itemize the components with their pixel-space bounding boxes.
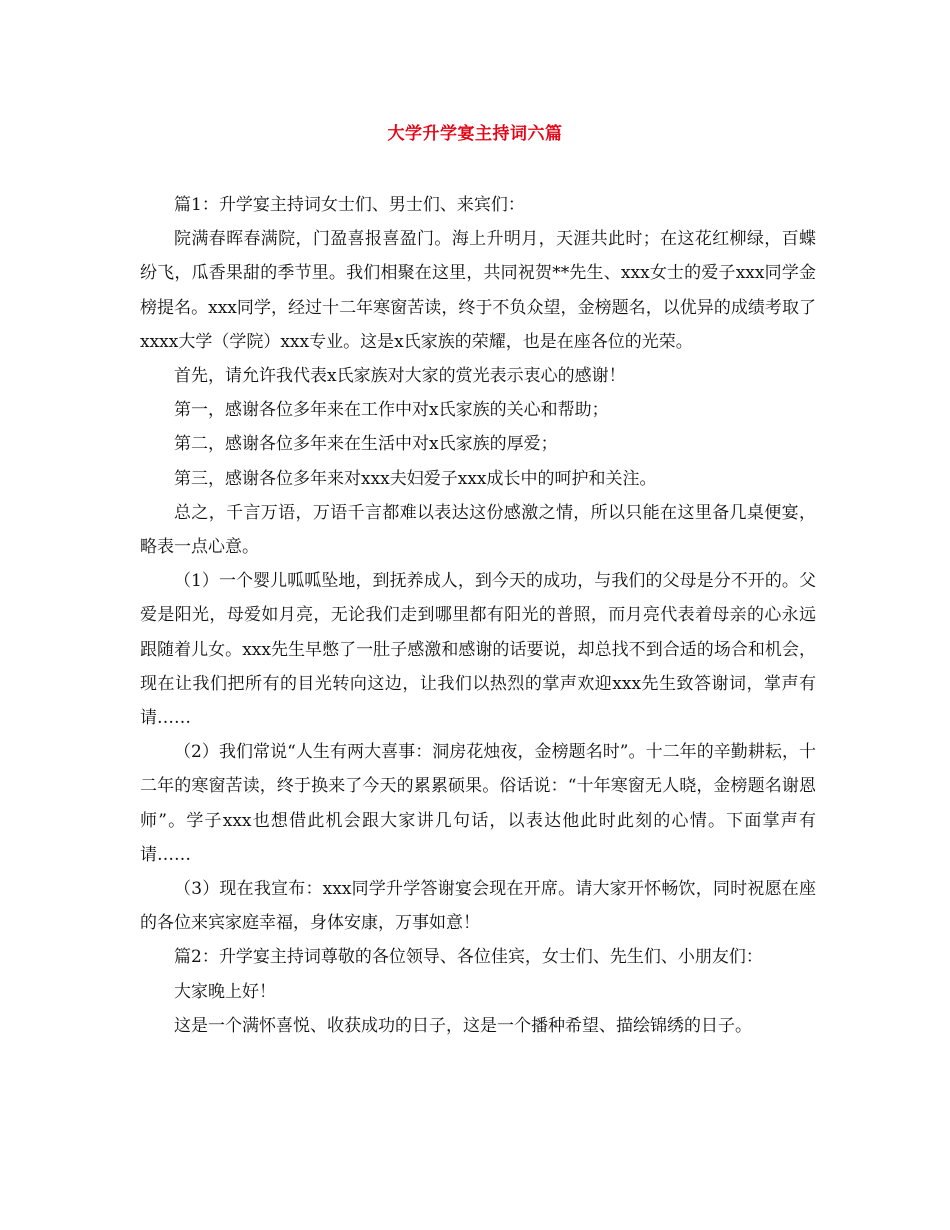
paragraph-7: 总之，千言万语，万语千言都难以表达这份感激之情，所以只能在这里备几桌便宴，略表一点心意。	[140, 502, 816, 558]
paragraph-8: （1）一个婴儿呱呱坠地，到抚养成人，到今天的成功，与我们的父母是分不开的。父爱是阳光，母爱如月亮，无论我们走到哪里都有阳光的普照，而月亮代表着母亲的心永远跟随着儿女。xxx先生早憋了一肚子感激和感谢的话要说，却总找不到合适的场合和机会，现在让我们把所有的目光转向这边，让我们以热烈的掌声欢迎xxx先生致答谢词，掌声有请……	[140, 571, 816, 729]
document-body	[140, 188, 816, 1043]
paragraph-12: 大家晚上好！	[174, 981, 276, 1002]
paragraph-4: 第一，感谢各位多年来在工作中对x氏家族的关心和帮助；	[174, 400, 609, 421]
paragraph-5: 第二，感谢各位多年来在生活中对x氏家族的厚爱；	[174, 434, 558, 455]
paragraph-3: 首先，请允许我代表x氏家族对大家的赏光表示衷心的感谢！	[174, 366, 626, 387]
paragraph-2: 院满春晖春满院，门盈喜报喜盈门。海上升明月，天涯共此时；在这花红柳绿，百蝶纷飞，瓜香果甜的季节里。我们相聚在这里，共同祝贺**先生、xxx女士的爱子xxx同学金榜提名。xxx同学，经过十二年寒窗苦读，终于不负众望，金榜题名，以优异的成绩考取了xxxx大学（学院）xxx专业。这是x氏家族的荣耀，也是在座各位的光荣。	[140, 229, 816, 352]
paragraph-11: 篇2：升学宴主持词尊敬的各位领导、各位佳宾，女士们、先生们、小朋友们：	[174, 947, 763, 968]
document-title: 大学升学宴主持词六篇	[387, 124, 563, 144]
paragraph-13: 这是一个满怀喜悦、收获成功的日子，这是一个播种希望、描绘锦绣的日子。	[174, 1015, 752, 1036]
paragraph-9: （2）我们常说“人生有两大喜事：洞房花烛夜，金榜题名时”。十二年的辛勤耕耘，十二年的寒窗苦读，终于换来了今天的累累硕果。俗话说：“十年寒窗无人晓，金榜题名谢恩师”。学子xxx也想借此机会跟大家讲几句话，以表达他此时此刻的心情。下面掌声有请……	[140, 742, 816, 865]
paragraph-10: （3）现在我宣布：xxx同学升学答谢宴会现在开席。请大家开怀畅饮，同时祝愿在座的各位来宾家庭幸福，身体安康，万事如意！	[140, 879, 816, 934]
paragraph-6: 第三，感谢各位多年来对xxx夫妇爱子xxx成长中的呵护和关注。	[174, 468, 657, 489]
paragraph-1: 篇1：升学宴主持词女士们、男士们、来宾们：	[174, 195, 525, 215]
